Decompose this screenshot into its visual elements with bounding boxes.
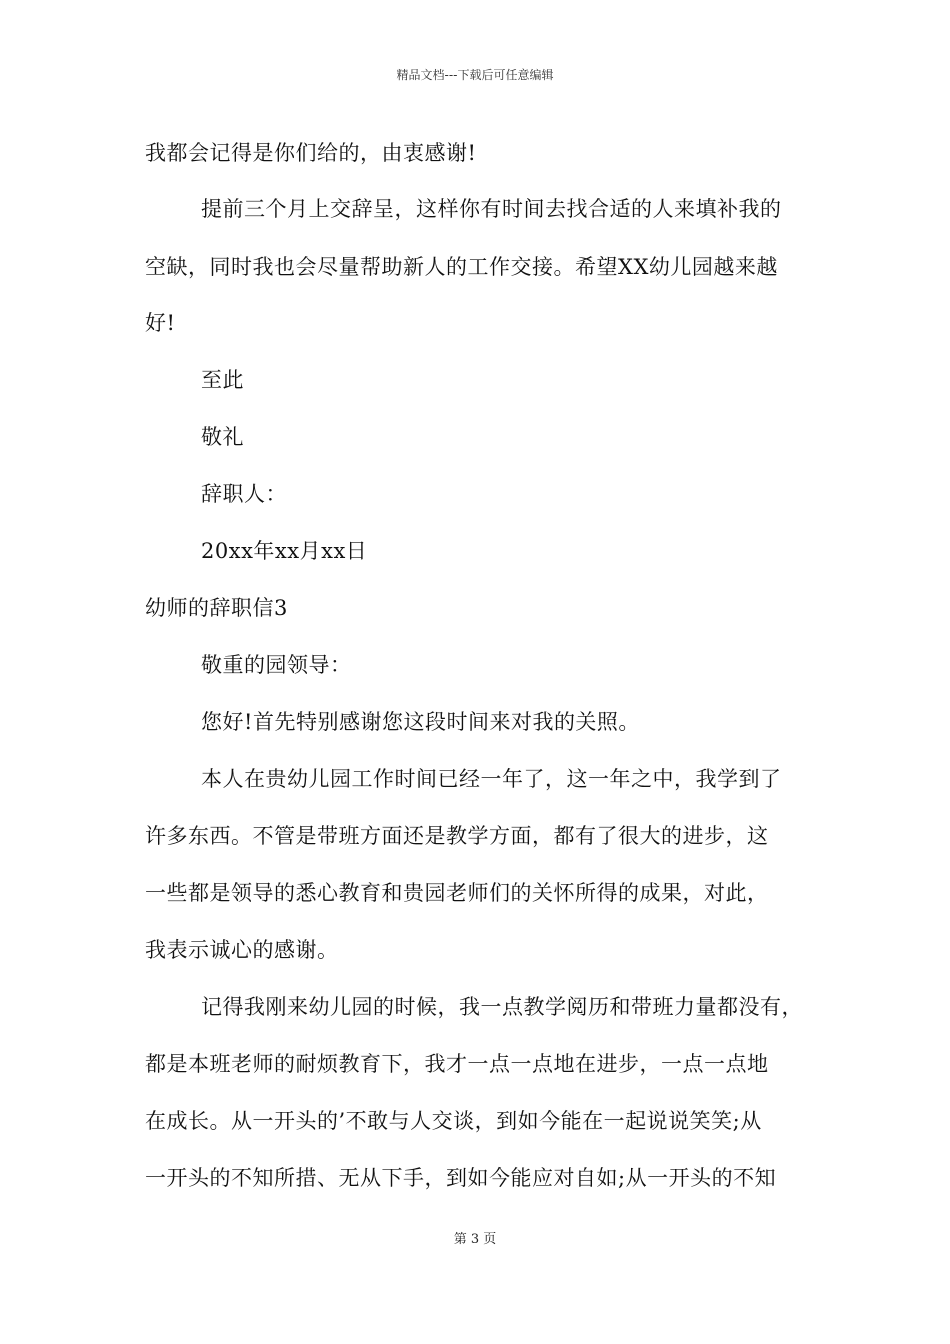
body-line: 20xx年xx月xx日 bbox=[201, 539, 368, 563]
body-line: 本人在贵幼儿园工作时间已经一年了，这一年之中，我学到了 bbox=[201, 767, 782, 791]
body-line: 我表示诚心的感谢。 bbox=[145, 938, 339, 962]
body-line: 记得我刚来幼儿园的时候，我一点教学阅历和带班力量都没有， bbox=[201, 995, 803, 1019]
body-line: 空缺，同时我也会尽量帮助新人的工作交接。希望XX幼儿园越来越 bbox=[145, 255, 778, 279]
page-number: 第 3 页 bbox=[453, 1232, 497, 1247]
page-header: 精品文档---下载后可任意编辑 bbox=[396, 68, 554, 82]
body-line: 都是本班老师的耐烦教育下，我才一点一点地在进步，一点一点地 bbox=[145, 1052, 769, 1076]
body-line: 一些都是领导的悉心教育和贵园老师们的关怀所得的成果，对此， bbox=[145, 881, 769, 905]
body-line: 提前三个月上交辞呈，这样你有时间去找合适的人来填补我的 bbox=[201, 197, 782, 221]
body-line: 我都会记得是你们给的，由衷感谢! bbox=[145, 141, 477, 165]
body-line: 在成长。从一开头的’不敢与人交谈，到如今能在一起说说笑笑;从 bbox=[145, 1109, 762, 1133]
body-line: 好! bbox=[145, 311, 176, 335]
body-line: 一开头的不知所措、无从下手，到如今能应对自如;从一开头的不知 bbox=[145, 1166, 777, 1190]
section-title: 幼师的辞职信3 bbox=[145, 596, 288, 620]
body-line: 敬礼 bbox=[201, 425, 244, 449]
body-line: 许多东西。不管是带班方面还是教学方面，都有了很大的进步，这 bbox=[145, 824, 769, 848]
body-line: 您好!首先特别感谢您这段时间来对我的关照。 bbox=[201, 710, 640, 734]
body-line: 敬重的园领导： bbox=[201, 653, 352, 677]
body-line: 辞职人： bbox=[201, 482, 287, 506]
body-line: 至此 bbox=[201, 368, 244, 392]
